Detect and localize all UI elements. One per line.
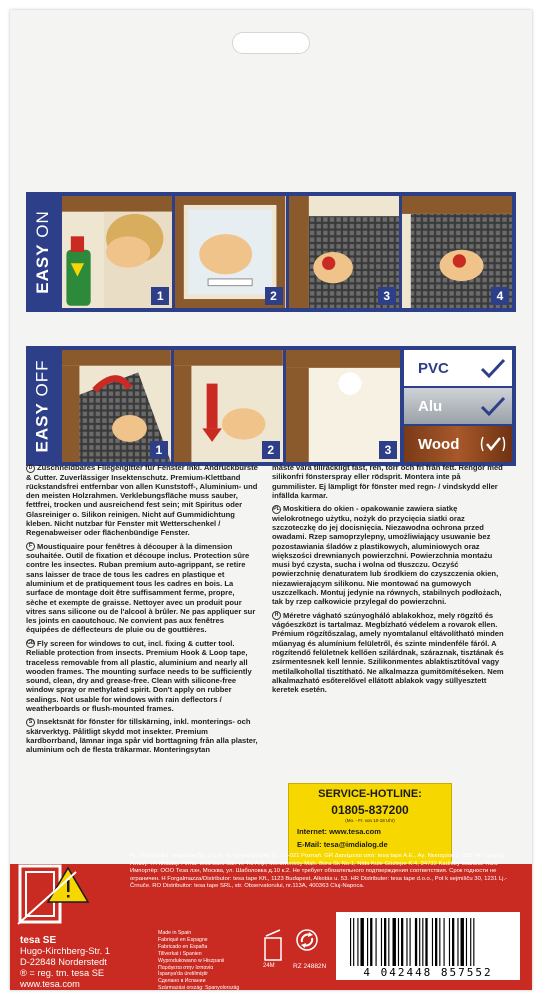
easy-on-step-4: 4 [402,196,512,308]
easy-on-step-3: 3 [289,196,399,308]
window-warning-icon [16,862,94,928]
recycle-icon [296,929,318,951]
text-hu: H Méretre vágható szúnyogháló ablakokhoz, mely rögzítő és vágóeszközt is tartalmaz. Megbízható védelem a rovarok ellen. Prémium rögzítőszalag, amely nyomtalanul eltávolítható minden műanyag és alumínium felületről, és szinte mindenféle fáról. A rögzítendő felületnek kellően szilárdnak, száraznak, tisztának és zsírmentesnek kell lennie. Szilikonmentes ablaktisztítóval vagy metilalkohollal tisztítható. Ne alkalmazza gumitömítéseken. Nem alkalmazható esőterelővel ellátott ablakok vagy süllyesztett keretek esetén. [272,610,504,695]
barcode [336,912,520,980]
text-fr: F Moustiquaire pour fenêtres à découper à la dimension souhaitée. Outil de fixation et découpe inclus. Protection sûre contre les insectes. Ruban premium auto-agrippant, se retire sans laisser de trace de tous les cadres en plastique et aluminium et de pratiquement tous les cadres en bois. La surface de montage doit être suffisamment ferme, propre, sèche et exempte de graisse. Nettoyer avec un produit pour vitres sans silicone ou de l'alcool à brûler. Ne pas appliquer sur les joints en caoutchouc. Ne convient pas aux fenêtres équipées de déflecteurs de pluie ou de gouttières. [26,541,256,635]
text-gb: GB Fly screen for windows to cut, incl. fixing & cutter tool. Reliable protection from insects. Premium Hook & Loop tape, traceless removable from all plastic, aluminium and nearly all wooden frames. The mounting surface needs to be sufficiently sound, clean, dry and grease-free. Clean with silicone-free window spray or methylated spirit. Don't apply on rubber sealings. Not usable for windows with rain deflectors / weatherboards or flush-mounted frames. [26,638,252,714]
material-pvc: PVC [404,350,512,386]
easy-off-panel [26,346,516,466]
materials-list [404,350,512,462]
easy-off-step-1: 1 [62,350,171,462]
hang-hole [232,32,310,54]
text-se-continued: måste vara tillräckligt fast, ren, torr och fri från fett. Rengör med silikonfri fönsterspray eller rödsprit. Montera inte på gummilister. Ej lämpligt för fönster med regn- / vindskydd eller infällda karmar. [272,463,503,500]
distributor-info: PL Dystrybutor: tesa tape Sp. z o.o., ul. Gnieźnieńska 32, 61-021 Poznań. GR Διανέμεται από: tesa tape A.E., Αγ. Νεκταρίου 2, 153 44 Γέρακας, Αττική. TR İthalatçı Firma: tesa Bant San ve Tic A.Ş., Merdivenköy Mah. Bora Sk No:1, Nida Kule Göztepe K:4, 34732 Kadıköy İstanbul. RUS Импортёр: ООО Теза лэн, Москва, ул. Шаболовка д.10 к.2. Не требует обязательного подтверждения соответствия. Срок годности не ограничен. H Forgalmazza/Distributor: tesa tape Kft., 1123 Budapest, Alkotás u. 53. HR Distributer: tesa tape d.o.o., Pot k sejmišču 30, 1231 Lj.-Črnuče. RO Distribuitor: tesa tape SRL, str. Observatorului, nr.113A, 400363 Cluj-Napoca. [130,853,508,889]
hotline-internet: Internet: www.tesa.com [297,827,381,836]
text-de: D Zuschneidbares Fliegengitter für Fenster inkl. Andruckbürste & Cutter. Zuverlässiger Insektenschutz. Premium-Klettband rückstandsfrei entfernbar von allen Kunststoff-, Aluminium- und den meisten Holzrahmen. Verklebungsfläche muss sauber, fettfrei, trocken und ausreichend fest sein; mit Spiritus oder Glasreiniger o. Silikon reinigen. Nicht auf Gummidichtung kleben. Nicht nutzbar für Fenster mit Wetterschenkel / Regenabweiser oder flächenbündige Fenster. [26,463,258,538]
easy-on-panel [26,192,516,312]
check-icon [480,395,506,417]
easy-off-label: EASY OFF [33,359,52,453]
article-code: RZ 24882N [293,963,327,970]
company-address: tesa SE Hugo-Kirchberg-Str. 1 D-22848 Norderstedt ® = reg. tm. tesa SE www.tesa.com [20,935,110,989]
material-wood: Wood [404,426,512,462]
hotline-number: 01805-837200 [331,803,409,817]
easy-on-step-2: 2 [175,196,285,308]
easy-off-step-2: 2 [174,350,283,462]
easy-on-step-1: 1 [62,196,172,308]
check-icon [480,357,506,379]
text-pl: PL Moskitiera do okien - opakowanie zawiera siatkę wielokrotnego użytku, nożyk do przycięcia siatki oraz szczoteczkę do jej docisnięcia. Niezawodna ochrona przed owadami. Rzep samoprzylepny, umożliwiający usuwanie bez pozostawiania śladów z plastikowych, aluminiowych oraz większości drewnianych powierzchni. Powierzchnia montażu musi być czysta, sucha i wolna od tłuszczu. Oczyść powierzchnię denaturatem lub środkiem do czyszczenia okien, niezawierającym silikonu. Nie montować na gumowych uszczelkach. Montuj jedynie na równych, stabilnych podłożach, tak by rzep całkowicie przylegał do powierzchni. [272,504,502,607]
text-column-left [26,463,258,759]
period-after-opening: 24M [263,963,275,969]
easy-off-step-3: 3 [286,350,400,462]
hotline-title: SERVICE-HOTLINE: [318,788,422,800]
made-in-spain: Made in Spain Fabriqué en Espagne Fabricado en España Tillverkat i Spanien Wyprodukowano w Hiszpanii Παράγεται στην Ισπανία İspanya'da üretilmiştir Сделано в Испании Származási ország: Spanyolország [158,930,240,992]
barcode-bars [348,918,508,966]
easy-on-label: EASY ON [33,210,52,294]
product-description [26,463,502,828]
text-column-right [272,463,504,699]
barcode-number: 4 042448 857552 [363,966,493,979]
material-alu: Alu [404,388,512,424]
text-se: S Insektsnät för fönster för tillskärning, inkl. monterings- och skärverktyg. Pålitligt skydd mot insekter. Premium kardborrband, lämnar inga spår vid borttagning från alla plaster, aluminium och de flesta träkarmar. Monteringsytan [26,717,258,755]
hotline-hours: (Mo. - Fr. von 10-18 Uhr) [345,818,395,823]
check-circle-icon [480,433,506,455]
open-jar-icon [262,928,284,962]
hotline-email: E-Mail: tesa@imdialog.de [297,840,388,849]
